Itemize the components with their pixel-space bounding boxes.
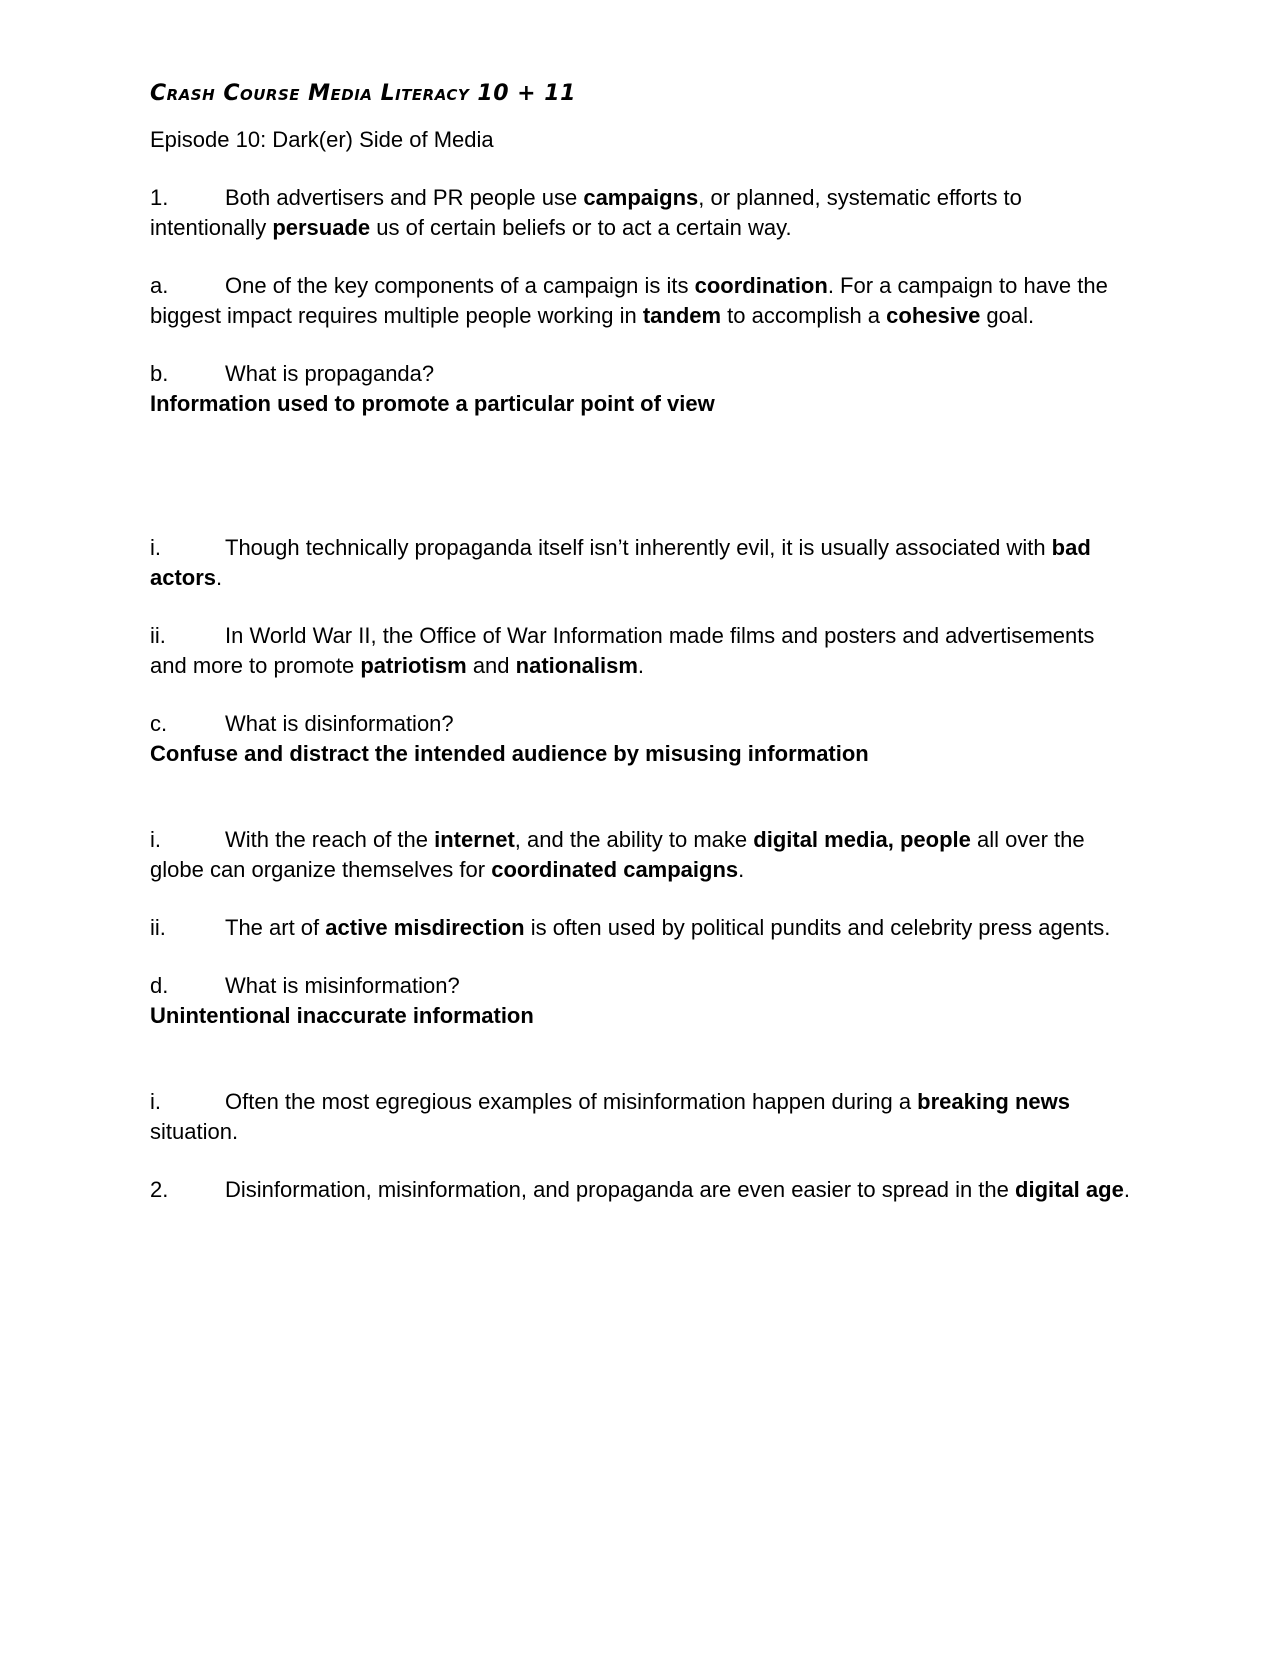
answer-propaganda: Information used to promote a particular point of view (150, 391, 715, 416)
item-1c-question (150, 709, 1130, 739)
text-segment: , or planned, systematic efforts to intentionally (150, 185, 1022, 240)
text-segment: One of the key components of a campaign is its (225, 273, 695, 298)
bold-term: cohesive (886, 303, 981, 328)
list-marker: a. (150, 273, 169, 298)
document-title: Crash Course Media Literacy 10 + 11 (150, 81, 576, 106)
item-1c-ii (150, 913, 1130, 943)
item-1b-question (150, 359, 1130, 389)
item-1c-i (150, 825, 1130, 885)
bold-term: active misdirection (325, 915, 525, 940)
text-segment: The art of (225, 915, 326, 940)
item-1 (150, 183, 1130, 243)
text-segment: is often used by political pundits and celebrity press agents. (524, 915, 1111, 940)
text-segment: . For a campaign to have the biggest impact requires multiple people working in (150, 273, 1108, 328)
list-marker: 1. (150, 185, 169, 210)
text-segment: Disinformation, misinformation, and propaganda are even easier to spread in the (225, 1177, 1016, 1202)
text-segment: all over the globe can organize themselves for (150, 827, 1085, 882)
text-segment: . (216, 565, 223, 590)
bold-term: breaking news (917, 1089, 1071, 1114)
bold-term: nationalism (515, 653, 638, 678)
bold-term: campaigns (583, 185, 699, 210)
document-page (150, 72, 1130, 1205)
text-segment: What is misinformation? (225, 973, 460, 998)
list-marker: 2. (150, 1177, 169, 1202)
list-marker: d. (150, 973, 169, 998)
text-segment: . (637, 653, 645, 678)
item-2 (150, 1175, 1130, 1205)
list-marker: i. (150, 1089, 161, 1114)
answer-misinformation: Unintentional inaccurate information (150, 1003, 534, 1028)
bold-term: digital age (1015, 1177, 1124, 1202)
item-1b-ii (150, 621, 1130, 681)
bold-term: digital media, people (753, 827, 971, 852)
text-segment: With the reach of the (225, 827, 435, 852)
list-marker: c. (150, 711, 168, 736)
text-segment: What is disinformation? (225, 711, 454, 736)
text-segment: and (466, 653, 516, 678)
text-segment: , and the ability to make (514, 827, 754, 852)
text-segment: to accomplish a (721, 303, 887, 328)
text-segment: In World War II, the Office of War Information made films and posters and advertisements and more to promote (150, 623, 1095, 678)
list-marker: ii. (150, 915, 166, 940)
list-marker: i. (150, 535, 161, 560)
item-1a (150, 271, 1130, 331)
episode-title: Episode 10: Dark(er) Side of Media (150, 127, 494, 152)
text-segment: Both advertisers and PR people use (225, 185, 584, 210)
bold-term: persuade (272, 215, 371, 240)
bold-term: coordinated campaigns (491, 857, 739, 882)
bold-term: bad actors (150, 535, 1091, 590)
list-marker: ii. (150, 623, 166, 648)
text-segment: Though technically propaganda itself isn’t inherently evil, it is usually associated with (225, 535, 1052, 560)
bold-term: internet (434, 827, 515, 852)
text-segment: goal. (980, 303, 1035, 328)
list-marker: b. (150, 361, 169, 386)
answer-disinformation: Confuse and distract the intended audience by misusing information (150, 741, 869, 766)
text-segment: What is propaganda? (225, 361, 435, 386)
item-1b-i (150, 533, 1130, 593)
text-segment: . (1123, 1177, 1130, 1202)
list-marker: i. (150, 827, 161, 852)
text-segment: us of certain beliefs or to act a certain way. (370, 215, 792, 240)
bold-term: patriotism (360, 653, 467, 678)
text-segment: Often the most egregious examples of misinformation happen during a (225, 1089, 918, 1114)
bold-term: tandem (642, 303, 722, 328)
item-1d-i (150, 1087, 1130, 1147)
item-1d-question (150, 971, 1130, 1001)
bold-term: coordination (694, 273, 828, 298)
text-segment: . (738, 857, 745, 882)
text-segment: situation. (150, 1119, 239, 1144)
